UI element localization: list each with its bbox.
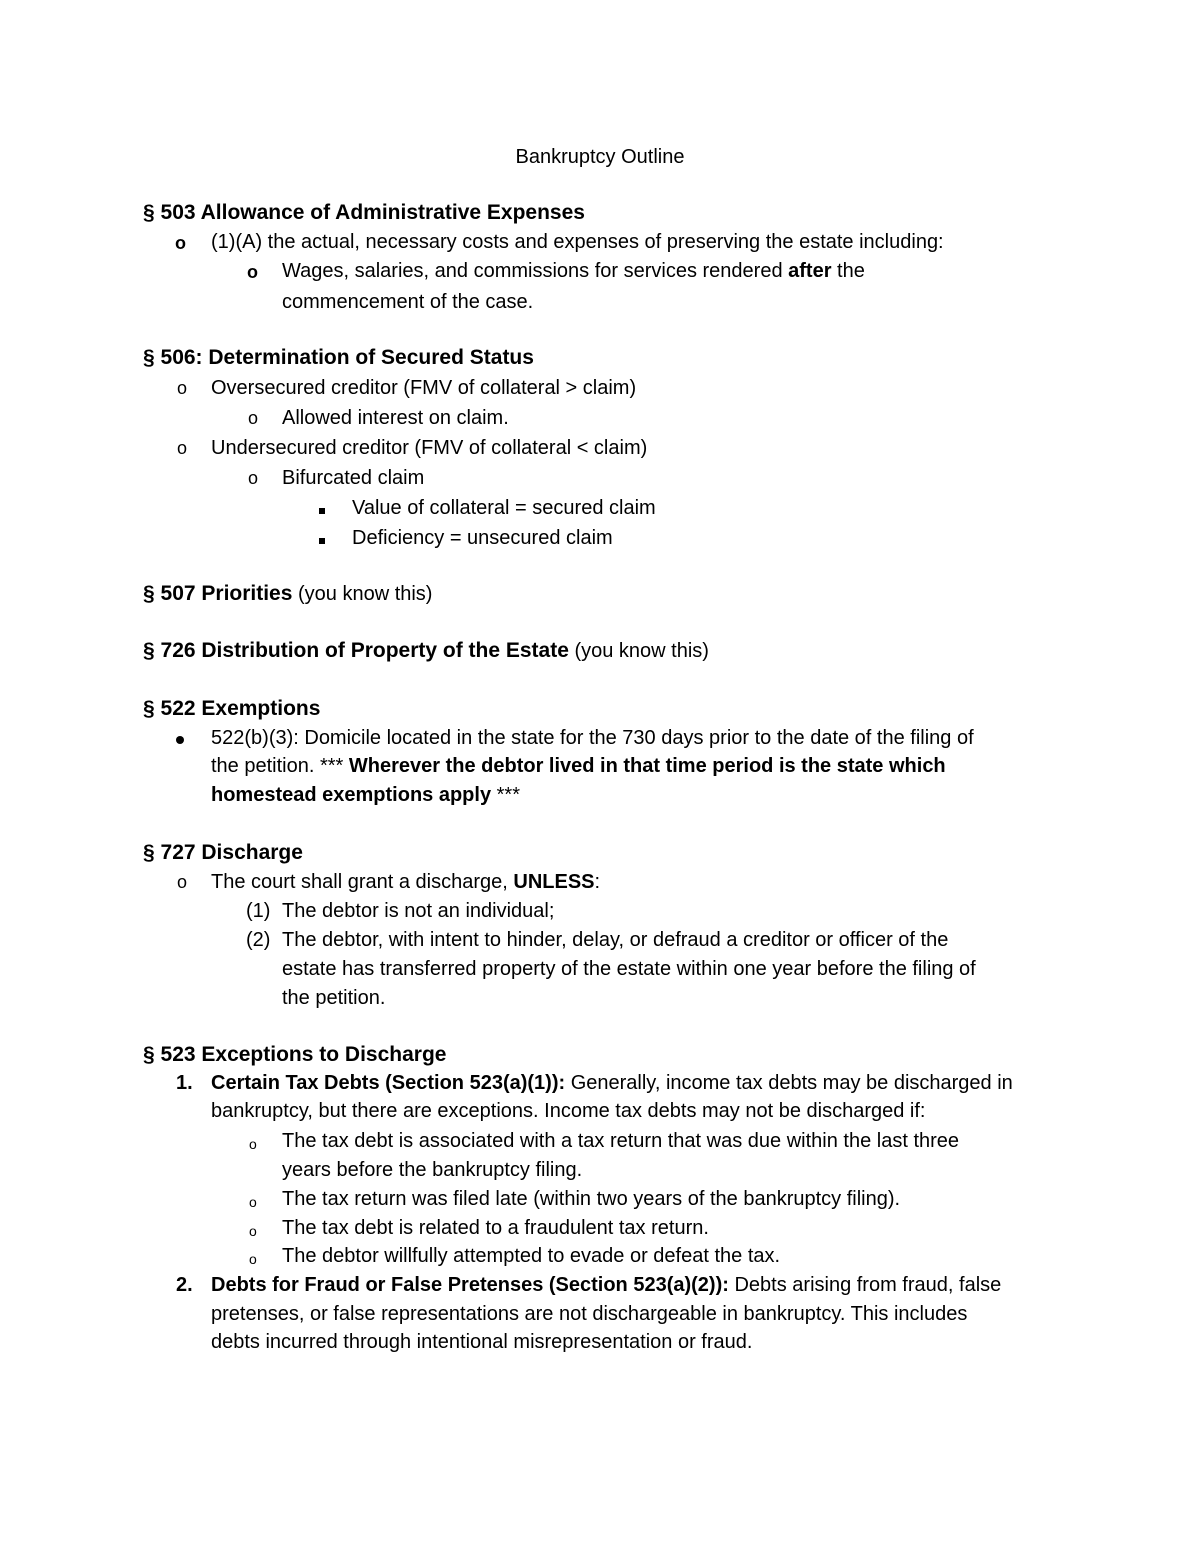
section-506-heading: § 506: Determination of Secured Status — [143, 346, 534, 369]
list-number: (2) — [246, 929, 271, 951]
square-bullet-icon — [319, 495, 325, 521]
section-503-item: (1)(A) the actual, necessary costs and expenses of preserving the estate including: — [211, 231, 944, 253]
section-522-item-cont: the petition. *** Wherever the debtor lived in that time period is the state which — [211, 755, 946, 777]
oversecured-item: Oversecured creditor (FMV of collateral > claim) — [211, 377, 637, 399]
undersecured-item: Undersecured creditor (FMV of collateral < claim) — [211, 437, 648, 459]
tax-exception-item-cont: years before the bankruptcy filing. — [282, 1159, 583, 1181]
section-507-heading: § 507 Priorities (you know this) — [143, 582, 433, 605]
tax-exception-item: The tax debt is related to a fraudulent tax return. — [282, 1217, 709, 1239]
hollow-bullet-icon: o — [177, 438, 188, 458]
section-727-item-cont: the petition. — [282, 987, 386, 1009]
hollow-bullet-icon: o — [248, 468, 259, 488]
oversecured-subitem: Allowed interest on claim. — [282, 407, 509, 429]
tax-exception-item: The debtor willfully attempted to evade or defeat the tax. — [282, 1245, 781, 1267]
square-item: Value of collateral = secured claim — [352, 497, 656, 519]
hollow-bullet-icon: o — [249, 1136, 257, 1152]
section-503-heading: § 503 Allowance of Administrative Expenses — [143, 201, 585, 224]
section-523-item-cont: bankruptcy, but there are exceptions. Income tax debts may not be discharged if: — [211, 1100, 926, 1122]
list-number: 1. — [176, 1072, 193, 1094]
hollow-bullet-icon: o — [249, 1223, 257, 1239]
tax-exception-item: The tax return was filed late (within two years of the bankruptcy filing). — [282, 1188, 901, 1210]
section-523-item: Debts for Fraud or False Pretenses (Section 523(a)(2)): Debts arising from fraud, false — [211, 1274, 1002, 1296]
tax-exception-item: The tax debt is associated with a tax return that was due within the last three — [282, 1130, 960, 1152]
hollow-bullet-icon: o — [247, 262, 258, 282]
square-item: Deficiency = unsecured claim — [352, 527, 613, 549]
section-523-item-cont: debts incurred through intentional misrepresentation or fraud. — [211, 1331, 753, 1353]
hollow-bullet-icon: o — [175, 233, 186, 253]
section-503-subitem: Wages, salaries, and commissions for services rendered after the — [282, 260, 865, 282]
section-523-item-cont: pretenses, or false representations are not dischargeable in bankruptcy. This includes — [211, 1303, 968, 1325]
section-727-item-cont: estate has transferred property of the estate within one year before the filing of — [282, 958, 976, 980]
list-number: 2. — [176, 1274, 193, 1296]
hollow-bullet-icon: o — [177, 872, 188, 892]
section-503-subitem-cont: commencement of the case. — [282, 291, 534, 313]
hollow-bullet-icon: o — [177, 378, 188, 398]
section-523-heading: § 523 Exceptions to Discharge — [143, 1043, 447, 1066]
hollow-bullet-icon: o — [249, 1251, 257, 1267]
square-bullet-icon — [319, 525, 325, 551]
undersecured-subitem: Bifurcated claim — [282, 467, 425, 489]
section-727-intro: The court shall grant a discharge, UNLESS: — [211, 871, 601, 893]
hollow-bullet-icon: o — [248, 408, 259, 428]
filled-bullet-icon — [176, 725, 184, 751]
section-726-heading: § 726 Distribution of Property of the Estate (you know this) — [143, 639, 709, 662]
section-522-item-cont: homestead exemptions apply *** — [211, 784, 520, 806]
section-727-item: The debtor, with intent to hinder, delay, or defraud a creditor or officer of the — [282, 929, 949, 951]
list-number: (1) — [246, 900, 271, 922]
hollow-bullet-icon: o — [249, 1194, 257, 1210]
section-727-item: The debtor is not an individual; — [282, 900, 555, 922]
page-title: Bankruptcy Outline — [515, 146, 685, 168]
section-522-heading: § 522 Exemptions — [143, 697, 321, 720]
section-727-heading: § 727 Discharge — [143, 841, 303, 864]
section-523-item: Certain Tax Debts (Section 523(a)(1)): Generally, income tax debts may be discharged in — [211, 1072, 1013, 1094]
section-522-item: 522(b)(3): Domicile located in the state for the 730 days prior to the date of the filing of — [211, 727, 974, 749]
